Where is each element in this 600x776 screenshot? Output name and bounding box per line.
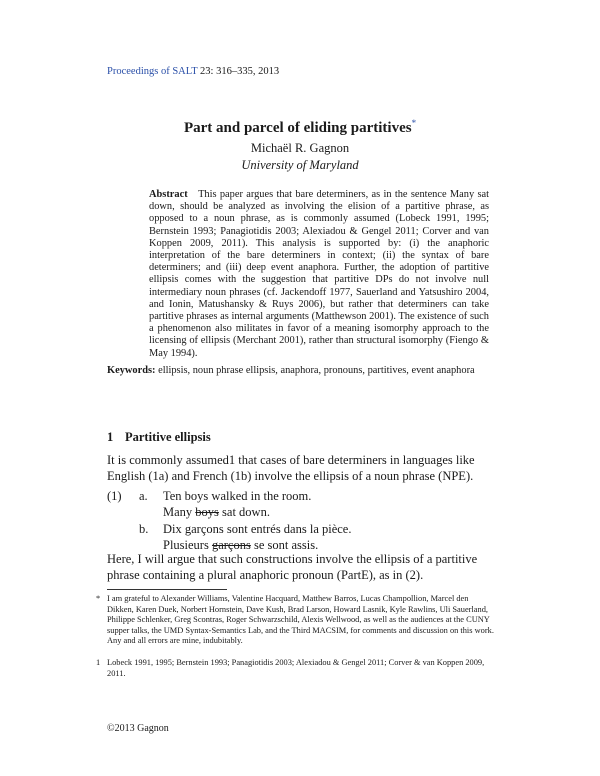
example-number: (1): [107, 489, 122, 503]
elided-noun-b: garçons: [211, 538, 251, 552]
footnote-mark: 1: [96, 658, 101, 667]
example-b-line2-post: se sont assis.: [250, 538, 319, 552]
author-affiliation: University of Maryland: [241, 158, 359, 172]
footnote-text: I am grateful to Alexander Williams, Valentine Hacquard, Matthew Barros, Lucas Champollion, Marcel den Dikken, Karen Duek, Norbert Hornstein, Dave Kush, Brad Larson, Howard Lasnik, Kyle Rawlins, Uli Sauerland, Philippe Schlenker, Greg Scontras, Roger Schwarzschild, Alexis Wellwood, as well as the audiences at the CUNY supper talks, the UMD Syntax-Semantics Lab, and the Third MACSIM, for comments and discussion on this work. Any and all errors are mine, indubitably.: [107, 594, 494, 646]
footnote-mark: *: [96, 594, 101, 603]
footnote-divider: [107, 589, 227, 590]
example-a-line2-pre: Many: [163, 505, 196, 519]
author-name: Michaël R. Gagnon: [250, 141, 350, 155]
abstract-label: Abstract: [149, 189, 188, 200]
paragraph-intro: It is commonly assumed1 that cases of bare determiners in languages like English (1a) and French (1b) involve the ellipsis of a noun phrase (NPE).: [107, 453, 475, 484]
section-heading: [107, 430, 211, 445]
footnote-text: Lobeck 1991, 1995; Bernstein 1993; Panagiotidis 2003; Alexiadou & Gengel 2011; Corver & van Koppen 2009, 2011.: [107, 658, 485, 678]
example-a-line2: [163, 504, 270, 520]
proceedings-citation: 23: 316–335, 2013: [197, 66, 280, 77]
footnote-acknowledgements: [96, 594, 496, 647]
copyright-notice: ©2013 Gagnon: [107, 723, 169, 734]
title-footnote-mark[interactable]: *: [411, 118, 417, 128]
example-b-label: b.: [139, 522, 149, 536]
section-title: Partitive ellipsis: [125, 430, 211, 444]
paper-title-text: Part and parcel of eliding partitives: [183, 120, 412, 136]
keywords-label: Keywords:: [107, 365, 156, 376]
proceedings-link[interactable]: Proceedings of SALT: [107, 66, 198, 77]
example-b-line2-pre: Plusieurs: [163, 538, 212, 552]
proceedings-header: [107, 66, 279, 77]
keywords-text: ellipsis, noun phrase ellipsis, anaphora, pronouns, partitives, event anaphora: [158, 365, 475, 376]
keywords: [107, 365, 527, 376]
example-a-line2-post: sat down.: [218, 505, 270, 519]
footnote-1: [96, 658, 496, 679]
paragraph-proposal: Here, I will argue that such constructions involve the ellipsis of a partitive phrase containing a plural anaphoric pronoun (PartE), as in (2).: [107, 552, 478, 583]
abstract: [149, 189, 489, 360]
example-a-line1: Ten boys walked in the room.: [163, 489, 312, 503]
abstract-body: This paper argues that bare determiners, as in the sentence Many sat down, should be analyzed as involving the elision of a partitive phrase, as opposed to a noun phrase, as is commonly assumed (Lobeck 1991, 1995; Bernstein 1993; Panagiotidis 2003; Alexiadou & Gengel 2011; Corver and van Koppen 2009, 2011). This analysis is supported by: (i) the anaphoric interpretation of the bare determiners in context; (ii) the syntax of bare determiners; and (iii) deep event anaphora. Further, the adoption of partitive ellipsis comes with the suggestion that partitive DPs do not involve null intermediary noun phrases (cf. Jackendoff 1977, Sauerland and Yatsushiro 2004, and Ionin, Matushansky & Ruys 2006), but rather that determiners can take partitive phrases as internal arguments (Matthewson 2001). The existence of such a phenomenon also militates in favor of a meaning isomorphy approach to the licensing of ellipsis (Merchant 2001), rather than structural isomorphy (Fiengo & May 1994).: [149, 189, 489, 359]
section-number: 1: [107, 430, 114, 444]
elided-noun-a: boys: [195, 505, 219, 519]
paper-title: [0, 118, 600, 137]
example-a-label: a.: [139, 489, 148, 503]
example-b-line1: Dix garçons sont entrés dans la pièce.: [163, 522, 352, 536]
